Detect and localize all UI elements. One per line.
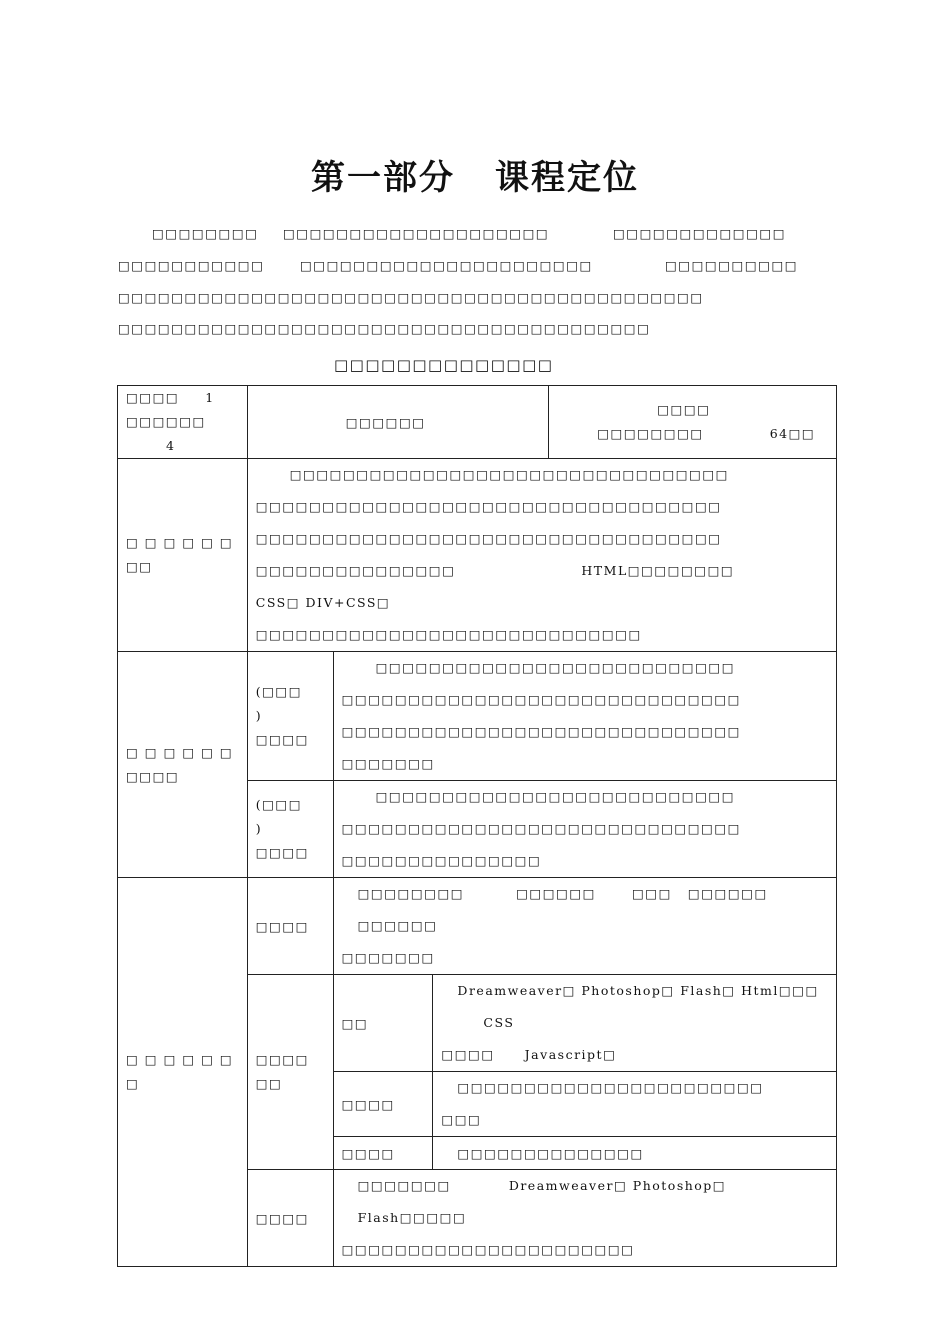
- text-segment: Dreamweaver□ Photoshop□ Flash□□□□□: [357, 1178, 727, 1225]
- intro-line-1b: □□□□□□□□□□□□□□□□□□□□: [283, 226, 550, 241]
- text-line: □□□□□□□□□□□□□□□□□□□□□□□□□□□□□□□□□□□: [255, 499, 722, 514]
- cell-req2a-label: □□: [333, 975, 433, 1072]
- label-a: □□□□: [126, 390, 180, 405]
- text-line: □□□: [441, 1112, 482, 1127]
- label-line-2: □□: [126, 559, 153, 574]
- text-segment: □□□□□□□: [357, 1178, 451, 1193]
- label-line-1: □ □ □ □ □ □: [126, 1052, 234, 1067]
- text-segment: □□□□□□: [357, 918, 438, 933]
- text-segment: □□□□□□□□□□□□□□□: [255, 563, 456, 578]
- sub-label: (□□□: [255, 797, 303, 812]
- cell-position-label: [118, 652, 248, 878]
- label-right-1: □□□□: [657, 402, 711, 417]
- title-part: 第一部分: [311, 158, 455, 198]
- course-table: [117, 385, 837, 1267]
- cell-sub2-label: [247, 781, 333, 878]
- text-line: □□□□□□□□□□□□□□□□□□□□□□□□□□□□□□: [341, 821, 741, 836]
- intro-line-1c: □□□□□□□□□□□□□: [613, 226, 787, 241]
- cell-basic-left: [118, 386, 248, 459]
- text-segment: □□□□□□: [687, 886, 768, 901]
- cell-sub1-label: [247, 652, 333, 781]
- cell-req2c-text: □□□□□□□□□□□□□□: [433, 1137, 837, 1170]
- value-hours: 64□□: [769, 426, 816, 441]
- intro-line-3: □□□□□□□□□□□□□□□□□□□□□□□□□□□□□□□□□□□□□□□□□□□□: [118, 290, 704, 305]
- value-b: 4: [166, 438, 176, 453]
- text-line: □□□□□□□: [341, 950, 435, 965]
- cell-req3-text: [333, 1170, 836, 1267]
- cell-requirements-label: [118, 878, 248, 1267]
- text-segment: □□□: [631, 886, 672, 901]
- label-line-2: □: [126, 1076, 140, 1091]
- intro-line-2c: □□□□□□□□□□: [665, 258, 799, 273]
- cell-sub1-text: [333, 652, 836, 781]
- text-segment: □□□□: [441, 1047, 495, 1062]
- sub-label: □□□□: [255, 1052, 309, 1067]
- label-b: □□□□□□: [126, 414, 206, 429]
- intro-line-4: □□□□□□□□□□□□□□□□□□□□□□□□□□□□□□□□□□□□□□□□: [118, 321, 651, 336]
- text-line: □□□□□□□□□□□□□□□□□□□□□□□□□□□□□□□□□: [289, 467, 729, 482]
- text-segment: Javascript□: [524, 1047, 617, 1062]
- text-segment: □□□□□□: [516, 886, 596, 901]
- text-line: □□□□□□□□□□□□□□□□□□□□□□□□□□□□□□: [341, 692, 741, 707]
- sub-label: □□: [255, 1076, 283, 1091]
- cell-req2b-text: [433, 1072, 837, 1137]
- page-title: [0, 150, 950, 199]
- table-caption: □□□□□□□□□□□□□□: [334, 356, 554, 374]
- cell-req2a-text: [433, 975, 837, 1072]
- cell-req2c-label: □□□□: [333, 1137, 433, 1170]
- cell-req2-label: [247, 975, 333, 1170]
- cell-req2b-label: □□□□: [333, 1072, 433, 1137]
- cell-req1-label: □□□□: [247, 878, 333, 975]
- text-line: □□□□□□□□□□□□□□□□□□□□□□□□□□□□□□: [341, 724, 741, 739]
- cell-nature-label: [118, 459, 248, 652]
- text-segment: Dreamweaver□ Photoshop□ Flash□ Html□□□: [457, 983, 819, 998]
- value-a: 1: [205, 390, 215, 405]
- row-position-a: [118, 652, 837, 781]
- sub-label: ): [255, 708, 263, 723]
- text-line: □□□□□□□□□□□□□□□□□□□□□□□: [457, 1080, 764, 1095]
- cell-nature-text: [247, 459, 836, 652]
- title-name: 课程定位: [495, 158, 639, 198]
- sub-label: □□□□: [255, 732, 309, 747]
- text-segment: □□□□□□□□: [357, 886, 465, 901]
- cell-basic-right: [549, 386, 837, 459]
- sub-label: ): [255, 821, 263, 836]
- text-line: □□□□□□□□□□□□□□□: [341, 853, 542, 868]
- row-course-nature: [118, 459, 837, 652]
- label-line-2: □□□□: [126, 768, 180, 784]
- label-line-1: □ □ □ □ □ □: [126, 744, 234, 760]
- text-segment: CSS□ DIV+CSS□: [255, 595, 391, 610]
- text-line: □□□□□□□□□□□□□□□□□□□□□□□□□□□: [375, 660, 736, 675]
- intro-line-1a: □□□□□□□□: [152, 226, 259, 241]
- row-requirements-1: [118, 878, 837, 975]
- text-line: □□□□□□□□□□□□□□□□□□□□□□: [341, 1242, 635, 1257]
- cell-req1-text: [333, 878, 836, 975]
- cell-sub2-text: [333, 781, 836, 878]
- text-segment: CSS: [483, 1015, 515, 1030]
- sub-label: (□□□: [255, 684, 303, 699]
- row-basic-info: [118, 386, 837, 459]
- text-line: □□□□□□□□□□□□□□□□□□□□□□□□□□□□□□□□□□□: [255, 531, 722, 546]
- text-segment: HTML□□□□□□□□: [581, 563, 735, 578]
- text-line: □□□□□□□□□□□□□□□□□□□□□□□□□□□: [375, 789, 736, 804]
- sub-label: □□□□: [255, 845, 309, 860]
- intro-line-2b: □□□□□□□□□□□□□□□□□□□□□□: [300, 258, 593, 273]
- cell-req3-label: □□□□: [247, 1170, 333, 1267]
- text-line: □□□□□□□□□□□□□□□□□□□□□□□□□□□□□: [255, 627, 642, 642]
- cell-course-name: □□□□□□: [247, 386, 548, 459]
- label-line-1: □ □ □ □ □ □: [126, 535, 234, 550]
- text-line: □□□□□□□: [341, 756, 435, 771]
- intro-line-2a: □□□□□□□□□□□: [118, 258, 265, 273]
- label-right-2: □□□□□□□□: [597, 426, 704, 441]
